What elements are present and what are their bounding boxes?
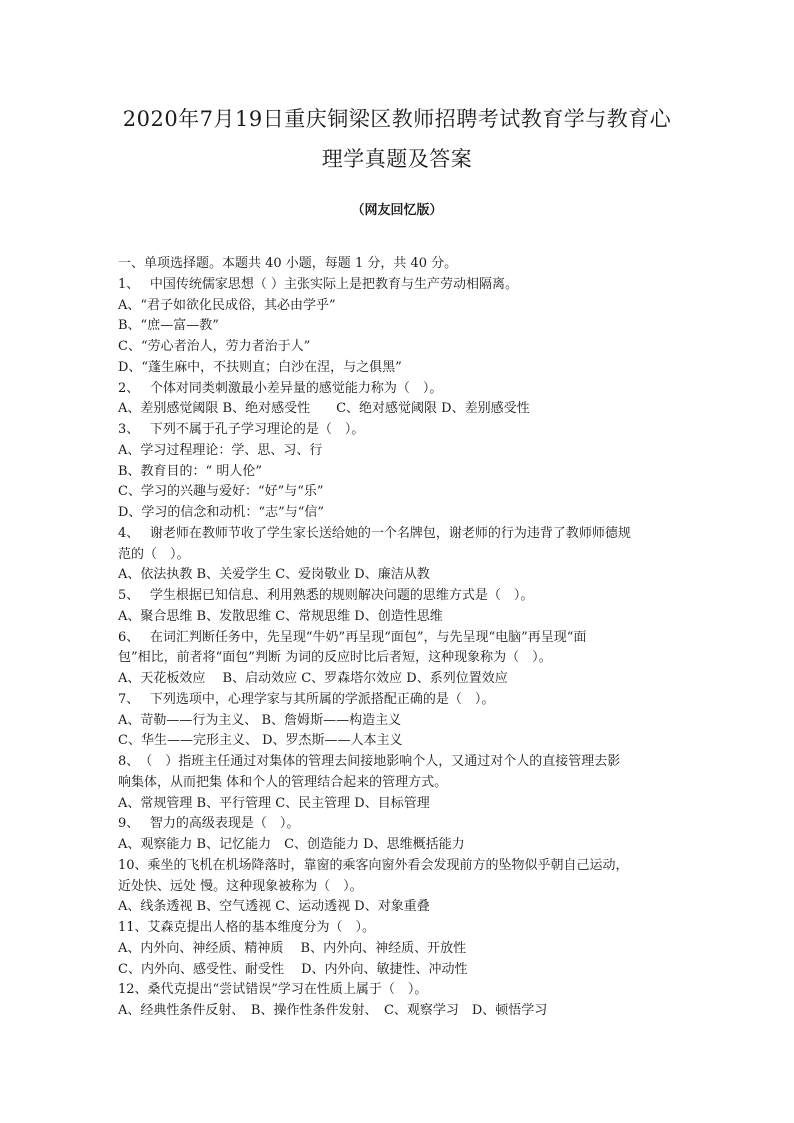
text-line: 8、 （ ）指班主任通过对集体的管理去间接地影响个人，又通过对个人的直接管理去影 [118, 754, 621, 769]
text-line: C、“劳心者治人，劳力者治于人” [118, 339, 311, 354]
text-line: A、聚合思维 B、发散思维 C、常规思维 D、创造性思维 [118, 608, 443, 624]
text-line: 5、 学生根据已知信息、利用熟悉的规则解决问题的思维方式是（ ）。 [118, 588, 534, 603]
text-line: A、常规管理 B、平行管理 C、民主管理 D、目标管理 [118, 795, 430, 811]
text-line: 范的（ ）。 [118, 546, 190, 562]
text-line: 12、桑代克提出“尝试错误”学习在性质上属于（ ）。 [118, 982, 428, 998]
question-list [118, 254, 688, 1022]
text-line: 9、 智力的高级表现是（ ）。 [118, 816, 300, 832]
text-line: 3、 下列不属于孔子学习理论的是（ ）。 [118, 422, 365, 437]
text-line: A、线条透视 B、空气透视 C、运动透视 D、对象重叠 [118, 899, 430, 915]
text-line: A、观察能力 B、记忆能力 C、创造能力 D、思维概括能力 [118, 837, 465, 852]
text-line: B、“庶—富—教” [118, 318, 219, 334]
text-line: A、天花板效应 B、启动效应 C、罗森塔尔效应 D、系列位置效应 [118, 671, 508, 686]
text-line: D、学习的信念和动机：“志”与“信” [118, 505, 325, 520]
text-line: A、经典性条件反射、 B、操作性条件发射、 C、观察学习 D、顿悟学习 [118, 1003, 548, 1018]
text-line: C、华生——完形主义、 D、罗杰斯——人本主义 [118, 733, 403, 749]
text-line: 一、单项选择题。本题共 40 小题，每题 1 分，共 40 分。 [118, 256, 458, 271]
text-line: 响集体，从而把集 体和个人的管理结合起来的管理方式。 [118, 774, 448, 790]
text-line: A、差别感觉阈限 B、绝对感受性 C、绝对感觉阈限 D、差别感受性 [118, 401, 530, 417]
text-line: A、内外向、神经质、精神质 B、内外向、神经质、开放性 [118, 940, 467, 956]
text-line: D、“蓬生麻中，不扶则直；白沙在涅，与之俱黑” [118, 359, 402, 375]
text-line: 1、 中国传统儒家思想（ ）主张实际上是把教育与生产劳动相隔离。 [118, 276, 519, 292]
text-line: 6、 在词汇判断任务中，先呈现“牛奶”再呈现“面包”，与先呈现“电脑”再呈现“面 [118, 629, 587, 645]
text-line: 包”相比，前者将“面包”判断 为词的反应时比后者短，这种现象称为（ ）。 [118, 650, 552, 666]
document-subtitle: （网友回忆版） [351, 203, 443, 218]
text-line: A、“君子如欲化民成俗，其必由学乎” [118, 297, 336, 313]
text-line: B、教育目的：“ 明人伦” [118, 463, 262, 479]
document-title-line-2: 理学真题及答案 [321, 147, 473, 171]
text-line: 11、艾森克提出人格的基本维度分为（ ）。 [118, 920, 376, 935]
text-line: 7、 下列选项中，心理学家与其所属的学派搭配正确的是（ ）。 [118, 691, 495, 707]
text-line: C、内外向、感受性、耐受性 D、内外向、敏捷性、冲动性 [118, 961, 468, 977]
text-line: A、学习过程理论：学、思、习、行 [118, 442, 323, 458]
text-line: A、依法执教 B、关爱学生 C、爱岗敬业 D、廉洁从教 [118, 567, 430, 583]
text-line: 4、 谢老师在教师节收了学生家长送给她的一个名牌包，谢老师的行为违背了教师师德规 [118, 525, 631, 541]
text-line: 2、 个体对同类刺激最小差异量的感觉能力称为（ ）。 [118, 380, 443, 396]
text-line: 10、乘坐的飞机在机场降落时，靠窗的乘客向窗外看会发现前方的坠物似乎朝自己运动， [118, 857, 629, 873]
text-line: A、苛勒——行为主义、 B、詹姆斯——构造主义 [118, 712, 402, 728]
text-line: 近处快、远处 慢。这种现象被称为（ ）。 [118, 878, 363, 894]
document-title-line-1: 2020年7月19日重庆铜梁区教师招聘考试教育学与教育心 [122, 107, 672, 131]
text-line: C、学习的兴趣与爱好：“好”与“乐” [118, 484, 324, 500]
